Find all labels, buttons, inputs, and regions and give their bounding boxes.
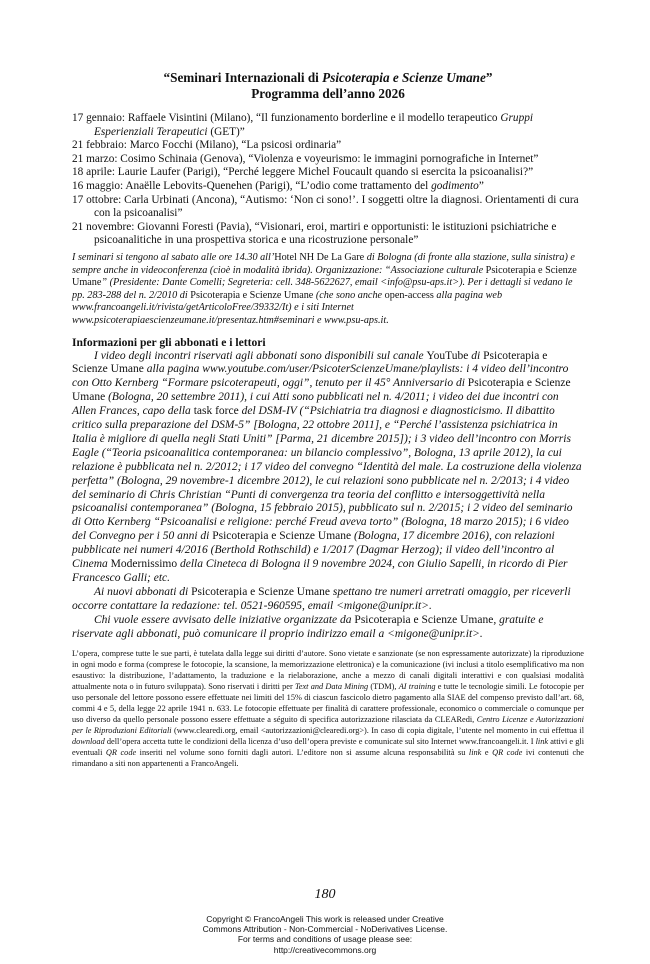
text-run: della Cineteca di Bologna il 9 novembre 2024, con Giulio Sapelli, in ricordo di Pier Francesco Galli; etc. (72, 558, 568, 584)
text-run: link (468, 747, 482, 757)
text-run: dell’opera accetta tutte le condizioni della licenza d’uso dell’opera previste e comunicate sul sito Internet www.francoangeli.it. I (104, 736, 536, 746)
text-run: (Bologna, 17 dicembre 2016), con relazioni pubblicate nei numeri 4/2016 (Berthold Rothschild) e 1/2017 (Dagmar Herzog); il video dell’incontro al Cinema (72, 530, 555, 571)
text-run: attivi e gli eventuali (72, 736, 584, 757)
text-run: ivi contenuti che rimandano a siti non appartenenti a FrancoAngeli. (72, 747, 584, 768)
text-run: download (72, 736, 105, 746)
legal-notice (72, 648, 584, 769)
title-text: “Seminari Internazionali di (163, 70, 323, 85)
seminar-notice: I seminari si tengono al sabato alle ore 14.30 all’Hotel NH De La Gare di Bologna (di fronte alla stazione, sulla sinistra) e sempre anche in videoconferenza (cioè in modalità ibrida). Organizzazione: “Associazione culturale Psicoterapia e Scienze Umane” (Presidente: Dante Comelli; Segreteria: cell. 348-5622627, email <info@psu-aps.it>). Per i dettagli si vedano le pp. 283-288 del n. 2/2010 di Psicoterapia e Scienze Umane (che sono anche open-access alla pagina web www.francoangeli.it/rivista/getArticoloFree/39332/It) e i siti Internet www.psicoterapiaescienzeumane.it/presentaz.htm#seminari e www.psu-aps.it. (72, 251, 577, 326)
page-title (72, 70, 584, 86)
text-run: QR code (105, 747, 137, 757)
text-run: Psicoterapia e Scienze Umane (72, 377, 571, 404)
page-subtitle: Programma dell’anno 2026 (251, 86, 405, 101)
program-item: 21 febbraio: Marco Focchi (Milano), “La psicosi ordinaria” (72, 139, 342, 152)
license-link[interactable]: http://creativecommons.org (273, 944, 377, 955)
page-content (72, 70, 584, 769)
text-run: inseriti nel volume sono forniti dagli autori. L’editore non si assume alcuna responsabilità su (136, 747, 469, 757)
text-run: Psicoterapia e Scienze Umane (191, 585, 331, 598)
program-item: 21 marzo: Cosimo Schinaia (Genova), “Violenza e voyeurismo: le immagini pornografiche in Internet” (72, 152, 539, 165)
email-notice-paragraph (72, 614, 584, 642)
video-info-paragraph (72, 350, 584, 586)
license-line: Commons Attribution - Non-Commercial - NoDerivatives License. (202, 924, 448, 935)
text-run: di (468, 349, 484, 362)
text-run: del DSM-IV (“Psichiatria tra diagnosi e diagnosticismo. Il dibattito critico sulla preparazione del DSM-5” [Bologna, 22 ottobre 2011], e “Perché l’assistenza psichiatrica in Italia è migliore di quella negli Stati Uniti” [Parma, 21 dicembre 2015]); i 3 video dell’incontro con Morris Eagle (“Teoria psicoanalitica contemporanea: un bilancio complessivo”, Bologna, 13 aprile 2012), la cui relazione è pubblicata nel n. 2/2012; i 17 video del convegno “Identità del male. La costruzione della violenza perfetta” (Bologna, 29 novembre-1 dicembre 2012), le cui relazioni sono pubblicate nel n. 2/2013; i 4 video del seminario di Chris Christian “Punti di convergenza tra teoria del conflitto e intersoggettività nella psicoanalisi contemporanea” (Bologna, 15 febbraio 2015), pubblicato sul n. 2/2015; i 2 video del seminario di Otto Kernberg “Psicoanalisi e religione: perché Freud aveva torto” (Bologna, 18 marzo 2015); i 6 video del Convegno per i 50 anni di (72, 405, 582, 543)
text-run: Ai nuovi abbonati di (94, 585, 192, 598)
text-run: (Bologna, 20 settembre 2011), i cui Atti sono pubblicati nel n. 4/2011; i video dei due incontri con Allen Frances, capo della (72, 391, 559, 418)
text-run: Centro Licenze e Autorizzazioni per le Riproduzioni Editoriali (72, 714, 584, 735)
text-run: link (535, 736, 549, 746)
license-line: Copyright © FrancoAngeli This work is released under Creative (206, 914, 444, 924)
new-subscribers-paragraph (72, 586, 584, 614)
text-run: QR code (492, 747, 523, 757)
text-run: spettano tre numeri arretrati omaggio, per riceverli occorre contattare la redazione: tel. 0521-960595, email <migone@unipr.it>. (72, 585, 571, 612)
text-run: Chi vuole essere avvisato delle iniziative organizzate da (94, 613, 355, 626)
seminar-program (72, 112, 584, 248)
program-item: 16 maggio: Anaëlle Lebovits-Quenehen (Parigi), “L’odio come trattamento del godimento” (72, 179, 484, 192)
program-item: 21 novembre: Giovanni Foresti (Pavia), “Visionari, eroi, martiri e opportunisti: le istituzioni psichiatriche e psicoanalitiche in una prospettiva storica e una ricostruzione personale” (72, 220, 557, 247)
section-heading: Informazioni per gli abbonati e i lettori (72, 335, 266, 349)
license-line: For terms and conditions of usage please see: (237, 934, 413, 945)
license-notice (0, 914, 650, 955)
text-run: L’opera, comprese tutte le sue parti, è tutelata dalla legge sui diritti d’autore. Sono vietate e sanzionate (se non espressamente autorizzate) la riproduzione in ogni modo e forma (comprese le fotocopie, la scansione, la memorizzazione elettronica) e la comunicazione (ivi inclusi a titolo esemplificativo ma non esaustivo: la distribuzione, l’adattamento, la traduzione e la rielaborazione, anche a mezzo di canali digitali interattivi e con qualsiasi modalità attualmente nota o in futuro sviluppata). Sono riservati i diritti per (72, 648, 584, 691)
program-item: 17 ottobre: Carla Urbinati (Ancona), “Autismo: ‘Non ci sono!’. I soggetti oltre la diagnosi. Orientamenti di cura con la psicoanalisi” (72, 193, 579, 220)
text-run: Text and Data Mining (294, 681, 369, 691)
text-run: YouTube (426, 349, 469, 362)
text-run: I video degli incontri riservati agli abbonati sono disponibili sul canale (94, 349, 427, 362)
text-run: Psicoterapia e Scienze Umane (72, 349, 548, 376)
text-run: alla pagina www.youtube.com/user/PsicoterScienzeUmane/playlists: i 4 video dell’incontro con Otto Kernberg “Formare psicoterapeuti, oggi”, tenuto per il 45° Anniversario di (72, 363, 569, 390)
text-run: e (481, 747, 493, 757)
text-run: task force (193, 405, 239, 418)
title-journal-name: Psicoterapia e Scienze Umane (322, 70, 486, 85)
page-number: 180 (314, 887, 336, 902)
text-run: e tutte le tecnologie simili. Le fotocopie per uso personale del lettore possono essere effettuate nei limiti del 15% di ciascun fascicolo dietro pagamento alla SIAE del compenso previsto dall’art. 68, commi 4 e 5, della legge 22 aprile 1941 n. 633. Le fotocopie effettuate per finalità di carattere professionale, economico o commerciale o comunque per uso diverso da quello personale possono essere effettuate a séguito di specifica autorizzazione rilasciata da CLEARedi, (72, 681, 585, 724)
text-run: (www.clearedi.org, email <autorizzazioni@clearedi.org>). In caso di copia digitale, l’utente nel momento in cui effettua il (171, 725, 585, 735)
text-run: Modernissimo (110, 558, 178, 571)
text-run: AI training (398, 681, 436, 691)
text-run: , gratuite e riservate agli abbonati, può comunicare il proprio indirizzo email a <migone@unipr.it>. (72, 613, 544, 640)
text-run: (TDM), (368, 681, 399, 691)
program-item: 18 aprile: Laurie Laufer (Parigi), “Perché leggere Michel Foucault quando si esercita la psicoanalisi?” (72, 166, 534, 179)
text-run: Psicoterapia e Scienze Umane (212, 530, 352, 543)
title-closing-quote: ” (485, 70, 493, 85)
program-item: 17 gennaio: Raffaele Visintini (Milano), “Il funzionamento borderline e il modello terapeutico Gruppi Esperienziali Terapeutici (GET)” (72, 112, 534, 138)
text-run: Psicoterapia e Scienze Umane (354, 613, 494, 626)
